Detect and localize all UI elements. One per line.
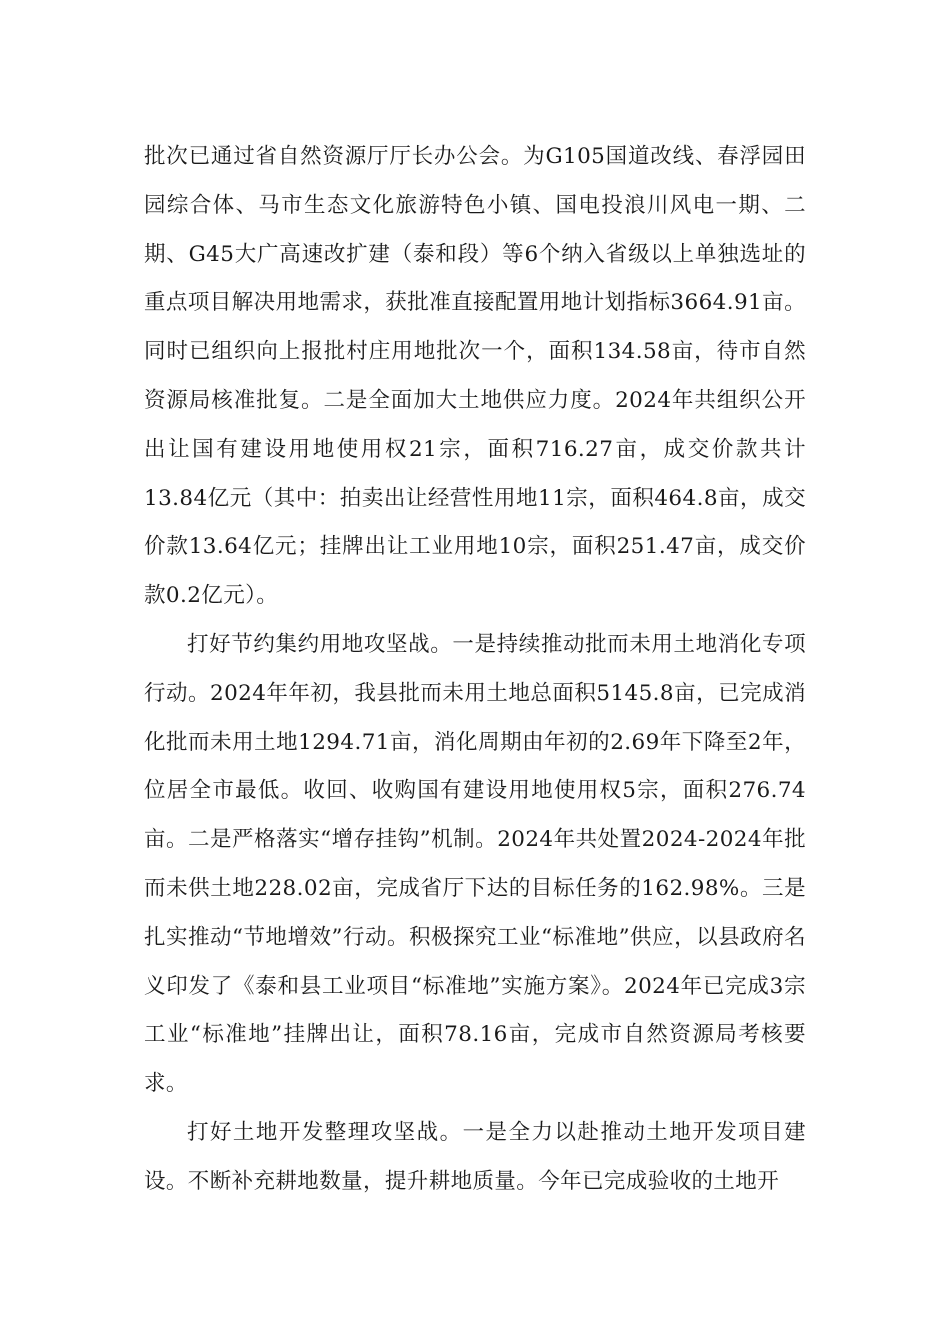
paragraph-land-intensive-use: 打好节约集约用地攻坚战。一是持续推动批而未用土地消化专项行动。2024年年初，我县批而未用土地总面积5145.8亩，已完成消化批而未用土地1294.71亩，消化周期由年初的2.69年下降至2年，位居全市最低。收回、收购国有建设用地使用权5宗，面积276.74亩。二是严格落实“增存挂钩”机制。2024年共处置2024-2024年批而未供土地228.02亩，完成省厅下达的目标任务的162.98%。三是扎实推动“节地增效”行动。积极探究工业“标准地”供应，以县政府名义印发了《泰和县工业项目“标准地”实施方案》。2024年已完成3宗工业“标准地”挂牌出让，面积78.16亩，完成市自然资源局考核要求。 [144,631,806,1097]
paragraph-land-development: 打好土地开发整理攻坚战。一是全力以赴推动土地开发项目建设。不断补充耕地数量，提升耕地质量。今年已完成验收的土地开 [144,1119,806,1194]
paragraph-land-approval-supply: 批次已通过省自然资源厅厅长办公会。为G105国道改线、春浮园田园综合体、马市生态文化旅游特色小镇、国电投浪川风电一期、二期、G45大广高速改扩建（泰和段）等6个纳入省级以上单独选址的重点项目解决用地需求，获批准直接配置用地计划指标3664.91亩。同时已组织向上报批村庄用地批次一个，面积134.58亩，待市自然资源局核准批复。二是全面加大土地供应力度。2024年共组织公开出让国有建设用地使用权21宗，面积716.27亩，成交价款共计13.84亿元（其中：拍卖出让经营性用地11宗，面积464.8亩，成交价款13.64亿元；挂牌出让工业用地10宗，面积251.47亩，成交价款0.2亿元）。 [144,144,806,609]
document-body [144,133,806,1207]
